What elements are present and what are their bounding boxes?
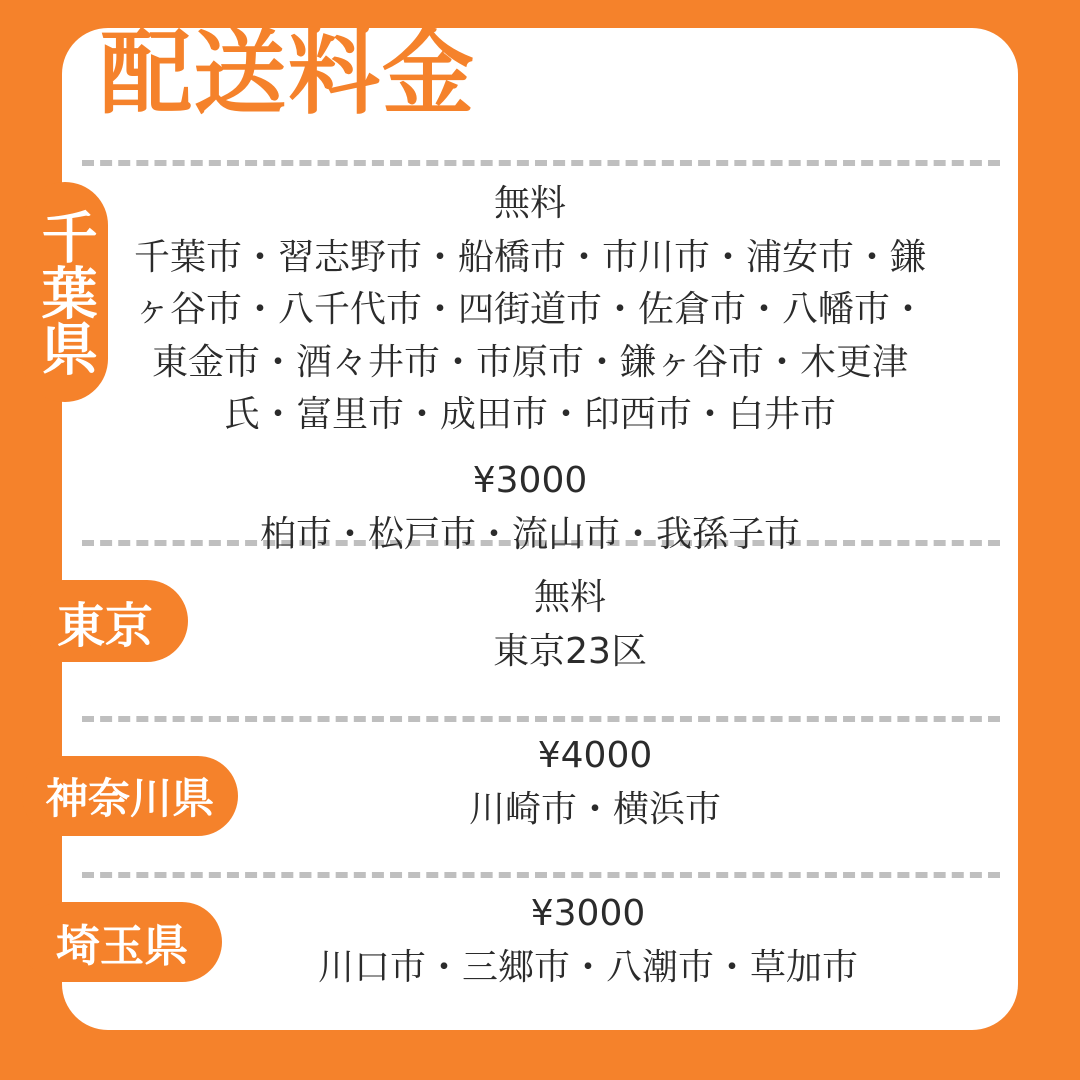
region-content-saitama	[236, 888, 940, 994]
fee-areas: 川口市・三郷市・八潮市・草加市	[317, 947, 858, 989]
fee-price: 無料	[533, 577, 606, 618]
region-badge-chiba: 千葉県	[22, 182, 108, 402]
region-badge-saitama: 埼玉県	[22, 902, 222, 982]
region-badge-kanagawa: 神奈川県	[22, 756, 238, 836]
fee-areas: 柏市・松戸市・流山市・我孫子市	[259, 514, 800, 556]
region-content-chiba	[120, 178, 940, 561]
fee-group	[200, 572, 940, 678]
fee-price: 無料	[493, 183, 566, 224]
page-title: 配送料金	[100, 20, 477, 127]
fee-group	[250, 730, 940, 836]
fee-areas: 東京23区	[493, 631, 647, 673]
fee-areas: 千葉市・習志野市・船橋市・市川市・浦安市・鎌ヶ谷市・八千代市・四街道市・佐倉市・八幡市・東金市・酒々井市・市原市・鎌ヶ谷市・木更津氏・富里市・成田市・印西市・白井市	[133, 237, 926, 435]
fee-group	[120, 178, 940, 441]
fee-price: ¥4000	[537, 735, 653, 776]
divider-1	[82, 160, 1000, 166]
divider-3	[82, 716, 1000, 722]
region-content-tokyo	[200, 572, 940, 678]
fee-price: ¥3000	[472, 459, 588, 501]
region-badge-tokyo: 東京	[22, 580, 188, 662]
fee-areas: 川崎市・横浜市	[468, 789, 721, 831]
region-content-kanagawa	[250, 730, 940, 836]
divider-4	[82, 872, 1000, 878]
fee-group	[120, 455, 940, 561]
fee-group	[236, 888, 940, 994]
fee-price: ¥3000	[530, 893, 646, 934]
